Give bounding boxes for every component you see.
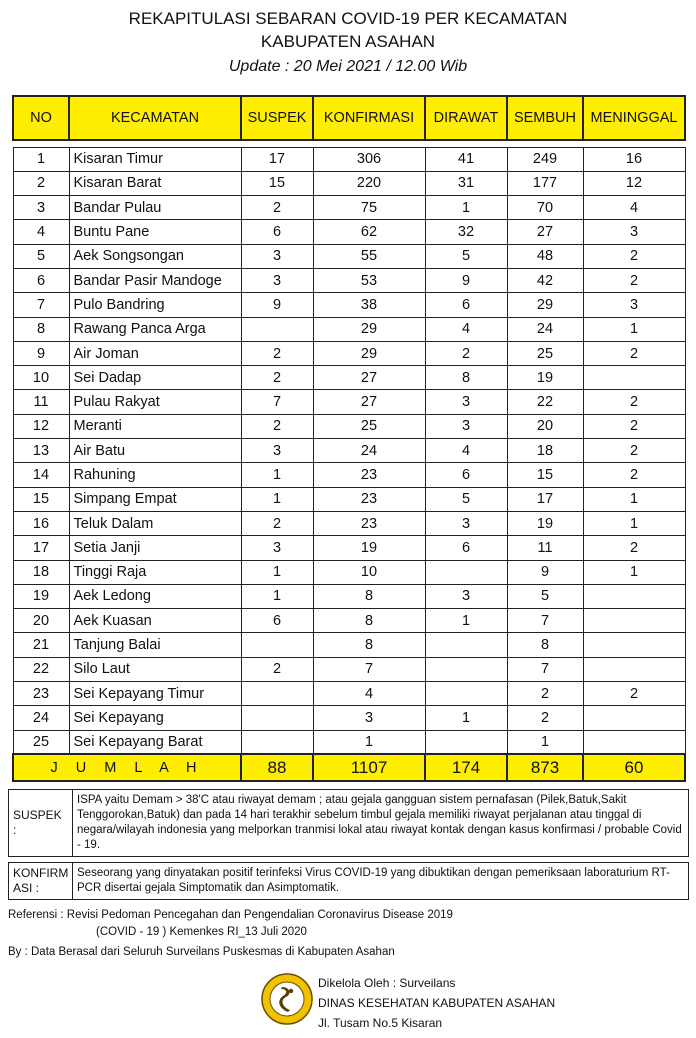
data-cell bbox=[241, 706, 313, 730]
data-cell: 19 bbox=[313, 536, 425, 560]
column-header: KECAMATAN bbox=[69, 96, 241, 140]
data-cell: 27 bbox=[313, 390, 425, 414]
data-cell: 7 bbox=[507, 609, 583, 633]
kecamatan-name: Pulo Bandring bbox=[69, 293, 241, 317]
managed-by: Dikelola Oleh : Surveilans bbox=[318, 976, 456, 990]
row-number: 13 bbox=[13, 439, 69, 463]
data-cell: 32 bbox=[425, 220, 507, 244]
data-cell: 2 bbox=[583, 341, 685, 365]
covid-data-table bbox=[12, 95, 686, 782]
row-number: 16 bbox=[13, 511, 69, 535]
row-number: 18 bbox=[13, 560, 69, 584]
data-cell: 1 bbox=[583, 560, 685, 584]
data-cell: 4 bbox=[313, 682, 425, 706]
data-cell: 1 bbox=[583, 317, 685, 341]
table-row bbox=[13, 730, 685, 754]
column-header: DIRAWAT bbox=[425, 96, 507, 140]
data-cell: 38 bbox=[313, 293, 425, 317]
table-row bbox=[13, 633, 685, 657]
kecamatan-name: Air Joman bbox=[69, 341, 241, 365]
table-row bbox=[13, 560, 685, 584]
data-cell: 41 bbox=[425, 147, 507, 171]
data-cell: 75 bbox=[313, 196, 425, 220]
data-cell: 9 bbox=[507, 560, 583, 584]
table-row bbox=[13, 682, 685, 706]
data-cell: 2 bbox=[583, 536, 685, 560]
row-number: 25 bbox=[13, 730, 69, 754]
kecamatan-name: Sei Kepayang Barat bbox=[69, 730, 241, 754]
row-number: 22 bbox=[13, 657, 69, 681]
data-cell: 2 bbox=[583, 439, 685, 463]
data-cell: 2 bbox=[583, 463, 685, 487]
data-cell: 5 bbox=[507, 584, 583, 608]
column-header: NO bbox=[13, 96, 69, 140]
data-cell bbox=[583, 730, 685, 754]
table-row bbox=[13, 706, 685, 730]
kecamatan-name: Air Batu bbox=[69, 439, 241, 463]
kecamatan-name: Tinggi Raja bbox=[69, 560, 241, 584]
data-cell: 62 bbox=[313, 220, 425, 244]
kecamatan-name: Aek Songsongan bbox=[69, 244, 241, 268]
definition-text: Seseorang yang dinyatakan positif terinfeksi Virus COVID-19 yang dibuktikan dengan pemeriksaan laboraturium RT-PCR disertai gejala Simptomatik dan Asimptomatik. bbox=[73, 863, 689, 900]
kecamatan-name: Tanjung Balai bbox=[69, 633, 241, 657]
data-cell: 7 bbox=[241, 390, 313, 414]
column-header: MENINGGAL bbox=[583, 96, 685, 140]
data-cell bbox=[425, 633, 507, 657]
table-row bbox=[13, 390, 685, 414]
table-row bbox=[13, 268, 685, 292]
kecamatan-name: Pulau Rakyat bbox=[69, 390, 241, 414]
data-cell: 24 bbox=[313, 439, 425, 463]
table-row bbox=[13, 366, 685, 390]
table-row bbox=[13, 609, 685, 633]
data-cell: 2 bbox=[583, 682, 685, 706]
data-cell: 1 bbox=[583, 511, 685, 535]
data-cell: 18 bbox=[507, 439, 583, 463]
data-cell: 70 bbox=[507, 196, 583, 220]
row-number: 21 bbox=[13, 633, 69, 657]
row-number: 10 bbox=[13, 366, 69, 390]
kecamatan-name: Buntu Pane bbox=[69, 220, 241, 244]
row-number: 24 bbox=[13, 706, 69, 730]
data-cell: 1 bbox=[507, 730, 583, 754]
report-title: REKAPITULASI SEBARAN COVID-19 PER KECAMATAN bbox=[128, 9, 568, 28]
data-cell: 1 bbox=[241, 584, 313, 608]
data-cell bbox=[583, 633, 685, 657]
data-cell bbox=[583, 366, 685, 390]
table-row bbox=[13, 657, 685, 681]
data-cell: 7 bbox=[507, 657, 583, 681]
data-cell: 19 bbox=[507, 511, 583, 535]
data-cell bbox=[241, 730, 313, 754]
data-cell: 2 bbox=[425, 341, 507, 365]
data-cell: 3 bbox=[241, 536, 313, 560]
reference-line: (COVID - 19 ) Kemenkes RI_13 Juli 2020 bbox=[96, 926, 307, 938]
row-number: 23 bbox=[13, 682, 69, 706]
data-cell: 5 bbox=[425, 487, 507, 511]
data-cell: 2 bbox=[583, 414, 685, 438]
data-cell: 2 bbox=[241, 366, 313, 390]
report-subtitle: KABUPATEN ASAHAN bbox=[260, 32, 436, 51]
kecamatan-name: Aek Kuasan bbox=[69, 609, 241, 633]
data-cell: 10 bbox=[313, 560, 425, 584]
data-cell: 11 bbox=[507, 536, 583, 560]
data-cell: 7 bbox=[313, 657, 425, 681]
data-cell: 3 bbox=[425, 390, 507, 414]
data-cell: 2 bbox=[241, 414, 313, 438]
definition-row-konfirmasi bbox=[9, 863, 689, 900]
data-cell: 1 bbox=[425, 609, 507, 633]
data-cell: 1 bbox=[241, 463, 313, 487]
row-number: 15 bbox=[13, 487, 69, 511]
row-number: 4 bbox=[13, 220, 69, 244]
data-cell: 3 bbox=[425, 414, 507, 438]
data-cell: 29 bbox=[507, 293, 583, 317]
data-cell: 9 bbox=[241, 293, 313, 317]
table-row bbox=[13, 584, 685, 608]
row-number: 19 bbox=[13, 584, 69, 608]
data-cell: 1 bbox=[241, 487, 313, 511]
data-cell bbox=[425, 560, 507, 584]
kecamatan-name: Bandar Pasir Mandoge bbox=[69, 268, 241, 292]
data-cell: 3 bbox=[241, 268, 313, 292]
kecamatan-name: Sei Kepayang bbox=[69, 706, 241, 730]
data-cell: 27 bbox=[313, 366, 425, 390]
data-cell: 12 bbox=[583, 171, 685, 195]
reference-line: Referensi : Revisi Pedoman Pencegahan dan Pengendalian Coronavirus Disease 2019 bbox=[8, 909, 453, 921]
data-cell: 2 bbox=[583, 268, 685, 292]
data-cell bbox=[241, 317, 313, 341]
data-cell: 16 bbox=[583, 147, 685, 171]
data-cell: 8 bbox=[313, 633, 425, 657]
data-cell: 6 bbox=[241, 609, 313, 633]
data-cell: 4 bbox=[425, 439, 507, 463]
row-number: 8 bbox=[13, 317, 69, 341]
table-row bbox=[13, 414, 685, 438]
table-row bbox=[13, 244, 685, 268]
kecamatan-name: Kisaran Barat bbox=[69, 171, 241, 195]
data-cell: 2 bbox=[241, 657, 313, 681]
data-cell: 48 bbox=[507, 244, 583, 268]
data-cell: 27 bbox=[507, 220, 583, 244]
total-meninggal: 60 bbox=[583, 754, 685, 781]
data-cell: 4 bbox=[583, 196, 685, 220]
agency-address: Jl. Tusam No.5 Kisaran bbox=[318, 1016, 443, 1030]
data-cell: 17 bbox=[241, 147, 313, 171]
data-cell: 1 bbox=[241, 560, 313, 584]
data-cell: 25 bbox=[313, 414, 425, 438]
data-cell: 3 bbox=[241, 244, 313, 268]
data-cell: 8 bbox=[313, 584, 425, 608]
data-cell bbox=[583, 609, 685, 633]
data-cell: 29 bbox=[313, 317, 425, 341]
data-cell bbox=[583, 706, 685, 730]
data-cell: 6 bbox=[241, 220, 313, 244]
data-cell: 3 bbox=[313, 706, 425, 730]
total-label: J U M L A H bbox=[13, 754, 241, 781]
kecamatan-name: Bandar Pulau bbox=[69, 196, 241, 220]
data-cell: 6 bbox=[425, 293, 507, 317]
data-cell: 20 bbox=[507, 414, 583, 438]
data-cell: 23 bbox=[313, 463, 425, 487]
data-cell: 19 bbox=[507, 366, 583, 390]
row-number: 7 bbox=[13, 293, 69, 317]
total-konfirmasi: 1107 bbox=[313, 754, 425, 781]
surveilans-logo-icon bbox=[260, 972, 314, 1026]
data-cell: 1 bbox=[425, 706, 507, 730]
table-row bbox=[13, 147, 685, 171]
kecamatan-name: Setia Janji bbox=[69, 536, 241, 560]
table-row bbox=[13, 317, 685, 341]
data-cell: 249 bbox=[507, 147, 583, 171]
table-row bbox=[13, 220, 685, 244]
row-number: 2 bbox=[13, 171, 69, 195]
data-cell: 25 bbox=[507, 341, 583, 365]
kecamatan-name: Rawang Panca Arga bbox=[69, 317, 241, 341]
row-number: 1 bbox=[13, 147, 69, 171]
data-cell: 220 bbox=[313, 171, 425, 195]
total-dirawat: 174 bbox=[425, 754, 507, 781]
row-number: 20 bbox=[13, 609, 69, 633]
data-cell: 23 bbox=[313, 511, 425, 535]
total-suspek: 88 bbox=[241, 754, 313, 781]
data-cell: 6 bbox=[425, 463, 507, 487]
data-cell bbox=[241, 682, 313, 706]
row-number: 6 bbox=[13, 268, 69, 292]
data-cell: 2 bbox=[507, 706, 583, 730]
row-number: 12 bbox=[13, 414, 69, 438]
data-cell: 6 bbox=[425, 536, 507, 560]
table-row bbox=[13, 171, 685, 195]
data-cell: 3 bbox=[583, 293, 685, 317]
data-cell: 3 bbox=[425, 511, 507, 535]
data-cell: 22 bbox=[507, 390, 583, 414]
table-row bbox=[13, 196, 685, 220]
table-row bbox=[13, 293, 685, 317]
data-cell bbox=[425, 657, 507, 681]
data-cell: 9 bbox=[425, 268, 507, 292]
data-cell: 2 bbox=[241, 196, 313, 220]
data-cell: 15 bbox=[241, 171, 313, 195]
table-row bbox=[13, 463, 685, 487]
data-cell: 2 bbox=[241, 511, 313, 535]
table-header-row bbox=[13, 96, 685, 140]
kecamatan-name: Meranti bbox=[69, 414, 241, 438]
table-row bbox=[13, 536, 685, 560]
table-row bbox=[13, 439, 685, 463]
data-cell: 3 bbox=[425, 584, 507, 608]
definition-label: SUSPEK : bbox=[9, 790, 73, 857]
column-header: KONFIRMASI bbox=[313, 96, 425, 140]
kecamatan-name: Kisaran Timur bbox=[69, 147, 241, 171]
data-cell: 2 bbox=[583, 244, 685, 268]
data-cell: 42 bbox=[507, 268, 583, 292]
row-number: 3 bbox=[13, 196, 69, 220]
row-number: 17 bbox=[13, 536, 69, 560]
data-cell: 2 bbox=[507, 682, 583, 706]
data-cell: 8 bbox=[313, 609, 425, 633]
data-cell: 23 bbox=[313, 487, 425, 511]
data-cell: 1 bbox=[583, 487, 685, 511]
data-cell: 17 bbox=[507, 487, 583, 511]
row-number: 9 bbox=[13, 341, 69, 365]
table-row bbox=[13, 511, 685, 535]
data-cell: 55 bbox=[313, 244, 425, 268]
total-sembuh: 873 bbox=[507, 754, 583, 781]
kecamatan-name: Teluk Dalam bbox=[69, 511, 241, 535]
data-cell: 8 bbox=[425, 366, 507, 390]
row-number: 5 bbox=[13, 244, 69, 268]
kecamatan-name: Sei Kepayang Timur bbox=[69, 682, 241, 706]
data-cell: 53 bbox=[313, 268, 425, 292]
data-cell: 31 bbox=[425, 171, 507, 195]
data-cell: 2 bbox=[241, 341, 313, 365]
kecamatan-name: Aek Ledong bbox=[69, 584, 241, 608]
data-cell: 177 bbox=[507, 171, 583, 195]
data-cell: 5 bbox=[425, 244, 507, 268]
column-header: SEMBUH bbox=[507, 96, 583, 140]
update-timestamp: Update : 20 Mei 2021 / 12.00 Wib bbox=[228, 58, 468, 75]
data-cell: 24 bbox=[507, 317, 583, 341]
table-row bbox=[13, 341, 685, 365]
kecamatan-name: Silo Laut bbox=[69, 657, 241, 681]
definition-row-suspek bbox=[9, 790, 689, 857]
data-cell: 15 bbox=[507, 463, 583, 487]
data-cell: 1 bbox=[425, 196, 507, 220]
agency-name: DINAS KESEHATAN KABUPATEN ASAHAN bbox=[318, 996, 556, 1010]
definitions-table bbox=[8, 789, 689, 900]
data-cell bbox=[583, 657, 685, 681]
data-cell bbox=[425, 730, 507, 754]
row-number: 14 bbox=[13, 463, 69, 487]
data-cell: 3 bbox=[241, 439, 313, 463]
total-row bbox=[13, 754, 685, 781]
data-cell bbox=[425, 682, 507, 706]
kecamatan-name: Sei Dadap bbox=[69, 366, 241, 390]
kecamatan-name: Rahuning bbox=[69, 463, 241, 487]
data-cell: 8 bbox=[507, 633, 583, 657]
data-cell: 4 bbox=[425, 317, 507, 341]
definition-text: ISPA yaitu Demam > 38'C atau riwayat demam ; atau gejala gangguan sistem pernafasan (Pilek,Batuk,Sakit Tenggorokan,Batuk) dan pada 14 hari terakhir sebelum timbul gejala memiliki riwayat perjalanan atau tinggal di negara/wilayah indonesia yang melporkan tranmisi lokal atau riwayat kontak dengan kasus konfirmasi / probable Covid - 19. bbox=[73, 790, 689, 857]
data-cell: 1 bbox=[313, 730, 425, 754]
row-number: 11 bbox=[13, 390, 69, 414]
kecamatan-name: Simpang Empat bbox=[69, 487, 241, 511]
column-header: SUSPEK bbox=[241, 96, 313, 140]
data-cell: 3 bbox=[583, 220, 685, 244]
data-cell: 2 bbox=[583, 390, 685, 414]
definition-label: KONFIRM ASI : bbox=[9, 863, 73, 900]
data-cell bbox=[241, 633, 313, 657]
data-cell: 306 bbox=[313, 147, 425, 171]
data-source: By : Data Berasal dari Seluruh Surveilans Puskesmas di Kabupaten Asahan bbox=[8, 946, 395, 958]
data-cell bbox=[583, 584, 685, 608]
table-row bbox=[13, 487, 685, 511]
data-cell: 29 bbox=[313, 341, 425, 365]
